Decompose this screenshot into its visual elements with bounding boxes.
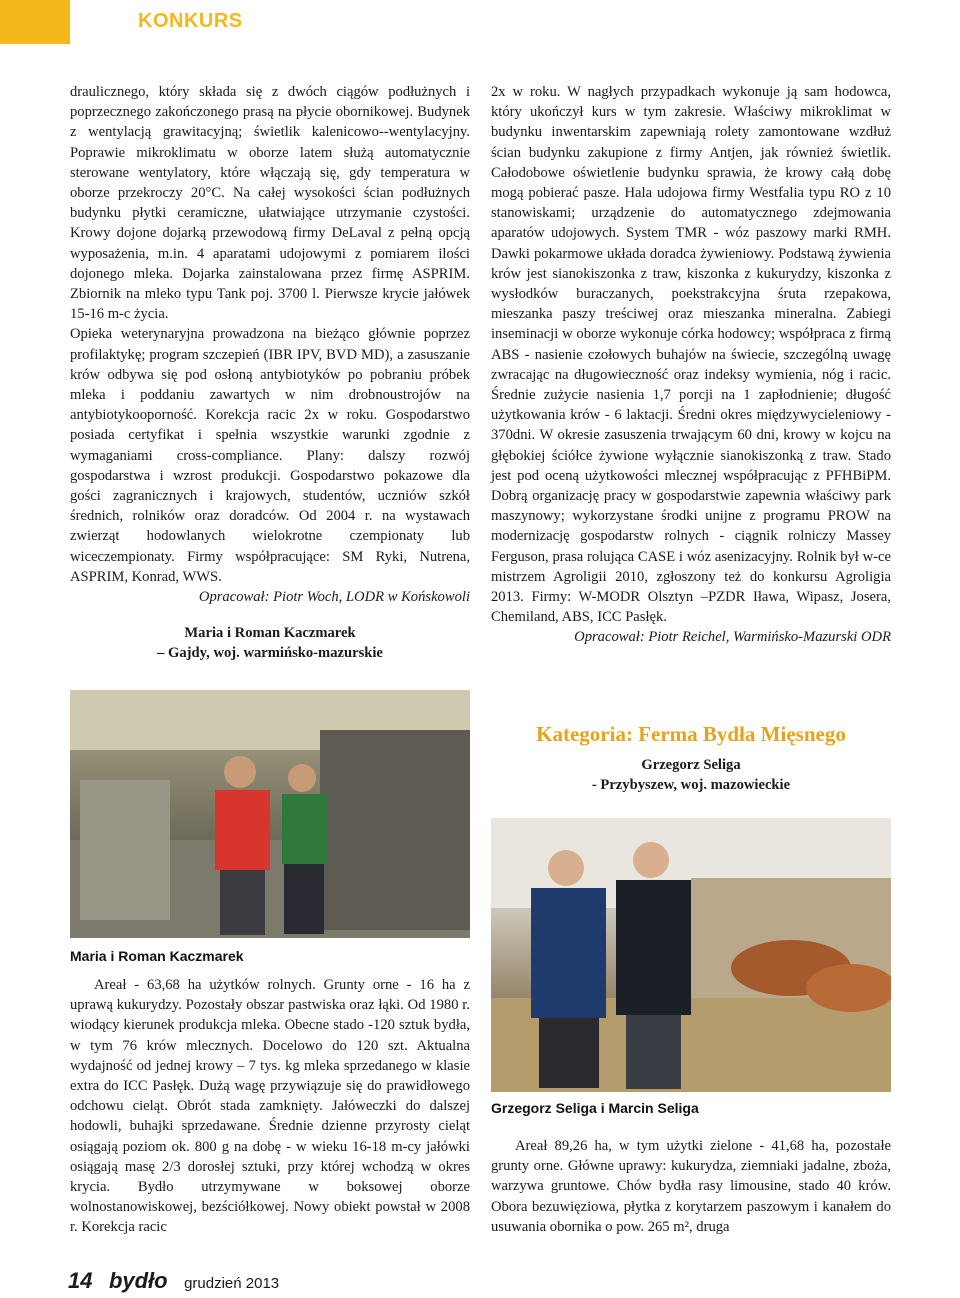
magazine-name: bydło — [108, 1268, 168, 1293]
farm-names — [70, 623, 470, 663]
photo-seliga — [491, 818, 891, 1092]
page-number: 14 — [68, 1268, 93, 1293]
left-paragraph-2: Opieka weterynaryjna prowadzona na bieżąco głównie poprzez profilaktykę; program szczepień (IBR IPV, BVD MD), a zasuszanie krów odbywa się pod osłoną antybiotyków po pobraniu próbek mleka i poddaniu zawartych w nim drobnoustrojów na antybiotykooporność. Korekcja racic 2x w roku. Gospodarstwo posiada certyfikat i spełnia wszystkie warunki zgodnie z wymaganiami cross-compliance. Plany: dalszy rozwój gospodarstwa i wzrost produkcji. Gospodarstwo pokazowe dla gości zagranicznych i krajowych, studentów, uczniów szkół średnich, rolników oraz doradców. Od 2004 r. na wystawach zwierząt hodowlanych wielokrotne czempionaty lub wiceczempionaty. Firmy współpracujące: SM Ryki, Nutrena, ASPRIM, Konrad, WWS. — [70, 326, 470, 585]
photo-seliga-illustration — [491, 818, 891, 1092]
category-name: Grzegorz Seliga — [641, 757, 741, 773]
photo-kaczmarek — [70, 690, 470, 938]
left-bottom-column — [70, 975, 470, 1238]
right-paragraph: 2x w roku. W nagłych przypadkach wykonuje ją sam hodowca, który ukończył kurs w tym zakresie. Właściwy mikroklimat w budynku inwentarskim zapewniają rolety zamontowane wzdłuż ścian budynku zakupione z firmy Antjen, jak również świetlik. Całodobowe oświetlenie budynku sprawia, że krowy całą dobę mogą pobierać pasze. Hala udojowa firmy Westfalia typu RO z 10 stanowiskami; urządzenie do automatycznego zdejmowania aparatów udojowych. System TMR - wóz paszowy marki RMH. Dawki pokarmowe układa doradca żywieniowy. Podstawą żywienia krów jest sianokiszonka z traw, kiszonka z kukurydzy, kiszonka z wysłodków buraczanych, poekstrakcyjna śruta rzepakowa, mieszanka paszy treściwej oraz mieszanka mineralna. Zabiegi inseminacji w oborze wykonuje córka hodowcy; współpraca z firmą ABS - nasienie czołowych buhajów na świecie, szczególną uwagę zwracając na długowieczność oraz indeksy wymienia, nóg i racic. Średnie zużycie nasienia 1,7 porcji na 1 zapłodnienie; długość użytkowania krów - 6 laktacji. Średni okres międzywycieleniowy - 370dni. W okresie zasuszenia trwającym 60 dni, krowy w kojcu na głębokiej ściółce żywione wyłącznie sianokiszonką z traw. Stado jest pod oceną użytkowości mlecznej współpracując z PFHBiPM. Dobrą organizację pracy w gospodarstwie zapewnia właściwy park maszynowy; wykorzystane środki unijne z programu PROW na modernizację gospodarstw rolnych - ciągnik rolniczy Massey Ferguson, prasa rolująca CASE i wóz asenizacyjny. Rolnik był w-ce mistrzem Agroligii 2010, zgłoszony też do konkursu Agroligia 2013. Firmy: W-MODR Olsztyn –PZDR Iława, Wipasz, Josera, Chemiland, ABS, ICC Pasłęk. — [491, 84, 891, 626]
photo-kaczmarek-caption: Maria i Roman Kaczmarek — [70, 948, 244, 964]
issue-date: grudzień 2013 — [184, 1275, 280, 1292]
left-column — [70, 82, 470, 664]
photo-kaczmarek-illustration — [70, 690, 470, 938]
category-farm — [491, 755, 891, 795]
category-place: - Przybyszew, woj. mazowieckie — [591, 777, 791, 794]
farm-names-line1: Maria i Roman Kaczmarek — [184, 625, 356, 642]
left-paragraph-1: draulicznego, który składa się z dwóch ciągów podłużnych i poprzecznego zakończonego prasą na płycie obornikowej. Budynek z wentylacją grawitacyjną; świetlik kalenicowo-‑wentylacyjny. Poprawie mikroklimatu w oborze latem służą automatycznie sterowane wentylatory, które włączają się, gdy temperatura w oborze przekroczy 20°C. Na całej wysokości ścian podłużnych budynku płytki ceramiczne, ułatwiające utrzymanie czystości. Krowy dojone dojarką przewodową firmy DeLaval z pełną opcją wyposażenia, m.in. 4 aparatami udojowymi z pomiarem ilości dojonego mleka. Dojarka zainstalowana przez firmę ASPRIM. Zbiornik na mleko typu Tank poj. 3700 l. Pierwsze krycie jałówek 15-16 m-c życia. — [70, 84, 470, 323]
section-header — [0, 0, 960, 44]
right-bottom-column — [491, 1136, 891, 1237]
section-color-box — [0, 0, 70, 44]
section-title: KONKURS — [138, 10, 243, 32]
farm-names-line2: – Gajdy, woj. warmińsko-mazurskie — [157, 645, 383, 662]
left-bottom-paragraph: Areał - 63,68 ha użytków rolnych. Grunty orne - 16 ha z uprawą kukurydzy. Pozostały obszar pastwiska oraz łąki. Od 1980 r. wiodący kierunek produkcja mleka. Obecne stado -120 sztuk bydła, w tym 76 krów mlecznych. Docelowo do 120 szt. Aktualna wydajność od jednej krowy – 7 tys. kg mleka sprzedanego w klasie extra do ICC Pasłęk. Dużą wagę przywiązuje się do prawidłowego odchowu cieląt. Obrót stada zamknięty. Jałóweczki do dalszej hodowli, buhajki sprzedawane. Średnie dzienne przyrosty cieląt osiągają poziom ok. 800 g na dobę - w wieku 16-18 m-cy jałówki osiągają masę 2/3 dorosłej sztuki, przy której wchodzą w okres krycia. Bydło utrzymywane w boksowej oborze wolnostanowiskowej, bezściółkowej. Nowy obiekt powstał w 2008 r. Korekcja racic — [70, 977, 470, 1236]
left-credit: Opracował: Piotr Woch, LODR w Końskowoli — [198, 589, 470, 606]
photo-seliga-caption: Grzegorz Seliga i Marcin Seliga — [491, 1100, 699, 1116]
right-credit: Opracował: Piotr Reichel, Warmińsko-Mazurski ODR — [574, 629, 891, 646]
category-title: Kategoria: Ferma Bydła Mięsnego — [536, 722, 846, 746]
page-footer — [68, 1268, 279, 1294]
right-bottom-paragraph: Areał 89,26 ha, w tym użytki zielone - 41,68 ha, pozostałe grunty orne. Główne uprawy: kukurydza, ziemniaki jadalne, zboża, warzywa gruntowe. Chów bydła rasy limousine, stado 40 krów. Obora bezuwięziowa, płytka z korytarzem paszowym i kanałem do usuwania obornika o pow. 265 m², druga — [491, 1138, 891, 1235]
right-column — [491, 82, 891, 648]
